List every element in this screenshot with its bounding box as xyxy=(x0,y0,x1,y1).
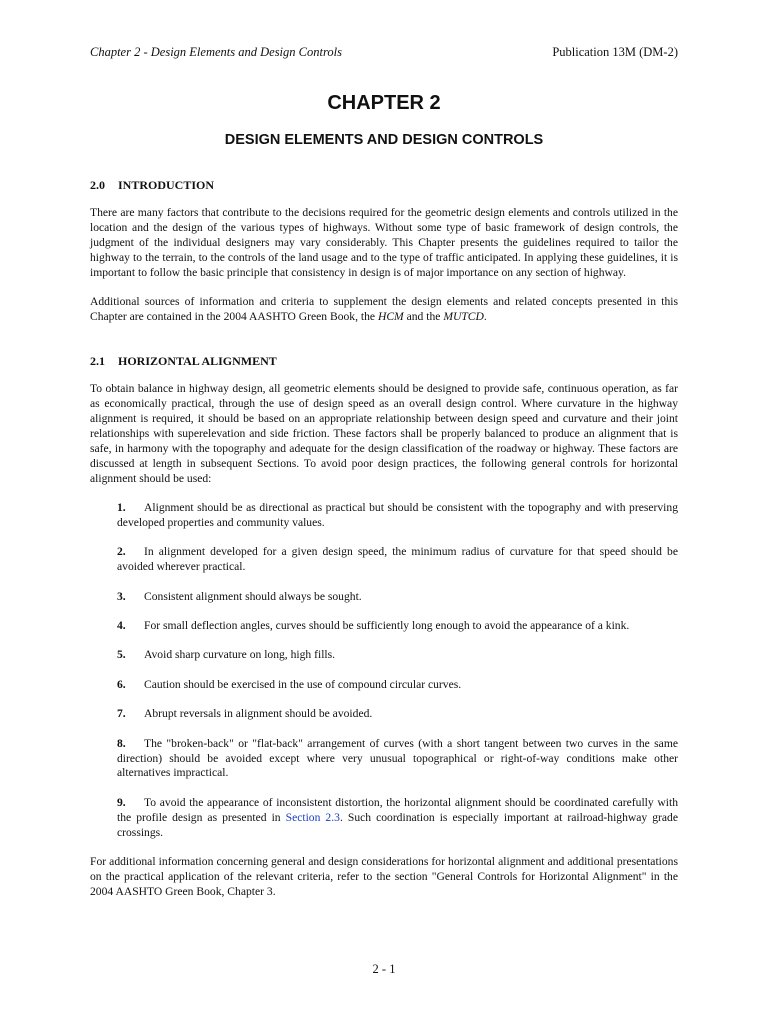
list-item-text: Avoid sharp curvature on long, high fills. xyxy=(144,648,336,662)
hcm-reference: HCM xyxy=(377,309,404,323)
section-number: 2.1 xyxy=(90,354,105,369)
page-number: 2 - 1 xyxy=(372,962,396,976)
paragraph-text: Additional sources of information and criteria to supplement the design elements and related concepts presented in this Chapter are contained in the 2004 AASHTO Green Book, the xyxy=(90,294,678,323)
section-2-3-link[interactable]: Section 2.3 xyxy=(285,810,340,824)
paragraph-text: . xyxy=(483,309,487,323)
list-item-number: 7. xyxy=(117,707,126,721)
chapter-title: CHAPTER 2 xyxy=(327,92,441,114)
section-number: 2.0 xyxy=(90,178,105,192)
section-title: INTRODUCTION xyxy=(118,178,215,192)
list-item xyxy=(117,737,678,782)
list-item-number: 9. xyxy=(117,795,126,809)
list-item-text: . Such coordination is especially important at railroad-highway grade crossings. xyxy=(117,810,678,839)
list-item xyxy=(117,648,678,663)
header-publication: Publication 13M (DM-2) xyxy=(552,45,678,59)
section-heading-introduction xyxy=(90,178,678,193)
list-item xyxy=(117,678,678,693)
list-item-number: 8. xyxy=(117,736,126,750)
horizontal-paragraph-1: To obtain balance in highway design, all geometric elements should be designed to provide safe, continuous operation, as far as economically practical, through the use of design speed as an overall design control. Where curvature in the highway alignment is required, it should be based on an appropriate relationship between design speed and curvature and their joint relationships with superelevation and side friction. These factors shall be properly balanced to produce an alignment that is safe, in harmony with the topography and adequate for the design classification of the roadway or highway. These factors are discussed at length in subsequent Sections. To avoid poor design practices, the following general controls for horizontal alignment should be used: xyxy=(90,382,678,485)
list-item-text: Abrupt reversals in alignment should be avoided. xyxy=(144,707,373,721)
list-item xyxy=(117,707,678,722)
list-item-text: Alignment should be as directional as practical but should be consistent with the topography and with preserving developed properties and community values. xyxy=(117,501,678,529)
list-item xyxy=(117,501,678,531)
list-item-number: 4. xyxy=(117,619,126,633)
general-controls-list xyxy=(90,501,678,841)
list-item-text: Caution should be exercised in the use of compound circular curves. xyxy=(144,677,462,691)
intro-paragraph-2 xyxy=(90,295,678,325)
mutcd-reference: MUTCD xyxy=(443,309,484,323)
intro-paragraph-1: There are many factors that contribute to the decisions required for the geometric design elements and controls utilized in the location and the design of the various types of highways. Without some type of basic framework of design controls, the judgment of the individual designers may vary considerably. This Chapter presents the guidelines required to tailor the highway to the terrain, to the controls of the land usage and to the type of traffic anticipated. In applying these guidelines, it is important to follow the basic principle that consistency in design is of major importance on any section of highway. xyxy=(90,205,678,279)
list-item-text: In alignment developed for a given design speed, the minimum radius of curvature for that speed should be avoided wherever practical. xyxy=(117,545,678,574)
document-body xyxy=(90,178,678,914)
list-item-number: 1. xyxy=(117,501,126,514)
section-heading-horizontal-alignment xyxy=(90,354,678,369)
list-item xyxy=(117,590,678,605)
chapter-subtitle: DESIGN ELEMENTS AND DESIGN CONTROLS xyxy=(224,132,544,148)
horizontal-paragraph-final: For additional information concerning general and design considerations for horizontal alignment and additional presentations on the practical application of the relevant criteria, refer to the section "General Controls for Horizontal Alignment" in the 2004 AASHTO Green Book, Chapter 3. xyxy=(90,855,678,898)
list-item xyxy=(117,545,678,575)
list-item-number: 6. xyxy=(117,677,126,691)
list-item-text: Consistent alignment should always be sought. xyxy=(144,589,362,603)
list-item-text: For small deflection angles, curves should be sufficiently long enough to avoid the appearance of a kink. xyxy=(144,619,630,633)
list-item-number: 3. xyxy=(117,589,126,603)
list-item-number: 5. xyxy=(117,648,126,662)
paragraph-text: and the xyxy=(403,309,444,323)
list-item xyxy=(117,796,678,841)
list-item-number: 2. xyxy=(117,545,126,559)
section-title: HORIZONTAL ALIGNMENT xyxy=(118,354,277,369)
list-item xyxy=(117,619,678,634)
list-item-text: To avoid the appearance of inconsistent distortion, the horizontal alignment should be coordinated carefully with the profile design as presented in xyxy=(117,795,678,824)
header-chapter-title: Chapter 2 - Design Elements and Design Controls xyxy=(90,45,342,59)
running-header xyxy=(90,45,678,63)
list-item-text: The "broken-back" or "flat-back" arrangement of curves (with a short tangent between two curves in the same direction) should be avoided except where very unusual topographical or right-of-way conditions make other alternatives impractical. xyxy=(117,736,678,780)
